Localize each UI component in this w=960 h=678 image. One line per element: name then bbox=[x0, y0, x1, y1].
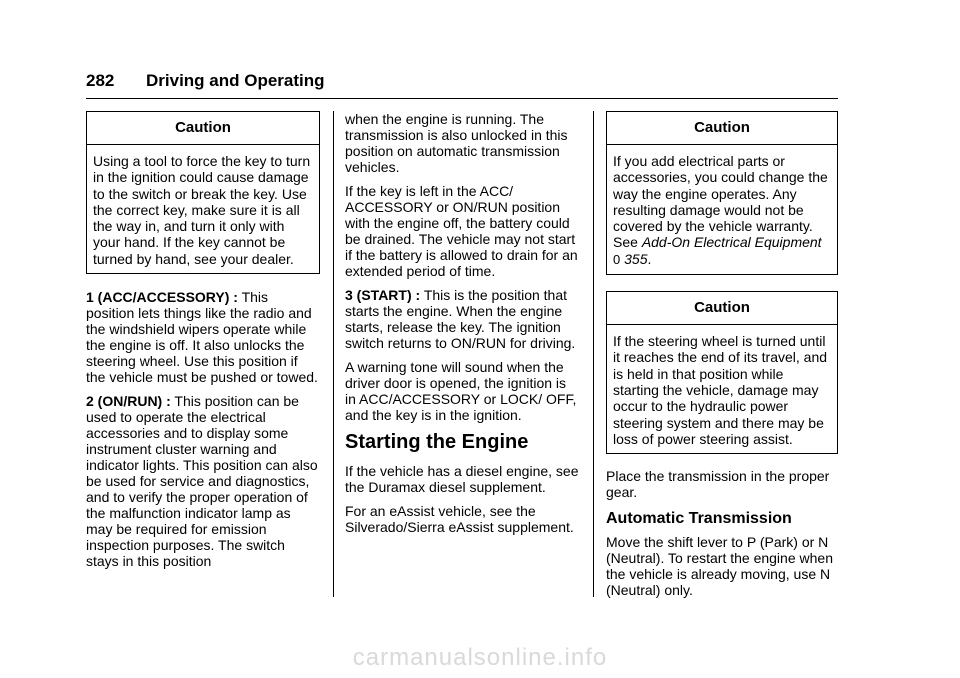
paragraph-acc bbox=[86, 289, 320, 385]
column-divider-1 bbox=[333, 111, 334, 597]
caution-end: . bbox=[647, 250, 652, 267]
section-title: Driving and Operating bbox=[146, 71, 325, 90]
text-on-run: This position can be used to operate the electrical accessories and to display some instrument cluster warning and indicator lights. This position can also be used for service and diagnostics, and to verify the proper operation of the malfunction indicator lamp as may be required for emission inspection purposes. The switch stays in this position bbox=[86, 393, 318, 570]
paragraph-eassist: For an eAssist vehicle, see the Silverado/Sierra eAssist supplement. bbox=[345, 503, 574, 535]
paragraph-on-run bbox=[86, 393, 320, 569]
caution-box-electrical bbox=[606, 111, 838, 275]
text-acc: This position lets things like the radio and the windshield wipers operate while the engine is off. It also unlocks the steering wheel. Use this position if the vehicle must be pushed or towed. bbox=[86, 289, 318, 386]
caution-title: Caution bbox=[607, 112, 837, 145]
paragraph-battery: If the key is left in the ACC/ ACCESSORY or ON/RUN position with the engine off, the battery could be drained. The vehicle may not start if the battery is allowed to drain for an extended period of time. bbox=[345, 183, 578, 279]
term-start: 3 (START) : bbox=[345, 287, 421, 303]
term-on-run: 2 (ON/RUN) : bbox=[86, 393, 171, 410]
column-divider-2 bbox=[593, 111, 594, 597]
caution-box-steering bbox=[606, 291, 838, 454]
page-ref-icon: 0 bbox=[613, 251, 621, 267]
heading-automatic-transmission: Automatic Transmission bbox=[606, 510, 792, 528]
text-start: This is the position that starts the engine. When the engine starts, release the key. The ignition switch returns to ON/RUN for driving. bbox=[345, 287, 576, 351]
caution-box-key bbox=[86, 111, 320, 274]
paragraph-start bbox=[345, 287, 579, 351]
paragraph-gear: Place the transmission in the proper gear. bbox=[606, 468, 830, 501]
page-header bbox=[86, 71, 325, 91]
paragraph-warning-tone: A warning tone will sound when the driver door is opened, the ignition is in ACC/ACCESSORY or LOCK/ OFF, and the key is in the ignition. bbox=[345, 359, 577, 423]
xref-link[interactable]: Add-On Electrical Equipment bbox=[641, 234, 822, 251]
paragraph-shift-lever: Move the shift lever to P (Park) or N (Neutral). To restart the engine when the vehicle is already moving, use N (Neutral) only. bbox=[606, 534, 833, 599]
column-2 bbox=[345, 111, 579, 543]
caution-title: Caution bbox=[607, 292, 837, 325]
page-number: 282 bbox=[86, 71, 115, 90]
column-1 bbox=[86, 111, 320, 577]
caution-body bbox=[607, 145, 837, 274]
term-acc: 1 (ACC/ACCESSORY) : bbox=[86, 289, 238, 306]
paragraph-running: when the engine is running. The transmission is also unlocked in this position on automatic transmission vehicles. bbox=[345, 111, 568, 175]
caution-body: Using a tool to force the key to turn in the ignition could cause damage to the switch or break the key. Use the correct key, make sure it is all the way in, and turn it only with your hand. If the key cannot be turned by hand, see your dealer. bbox=[93, 153, 311, 267]
caution-title: Caution bbox=[87, 112, 319, 145]
heading-starting-engine: Starting the Engine bbox=[345, 431, 529, 453]
watermark: carmanualsonline.info bbox=[352, 644, 608, 671]
column-3 bbox=[606, 111, 838, 606]
header-rule bbox=[86, 98, 838, 99]
paragraph-diesel: If the vehicle has a diesel engine, see the Duramax diesel supplement. bbox=[345, 463, 579, 495]
xref-page[interactable]: 355 bbox=[624, 250, 648, 267]
caution-body: If the steering wheel is turned until it reaches the end of its travel, and is held in that position while starting the vehicle, damage may occur to the hydraulic power steering system and there may be loss of power steering assist. bbox=[613, 333, 828, 447]
caution-text: If you add electrical parts or accessories, you could change the way the engine operates. Any resulting damage would not be covered by the vehicle warranty. See bbox=[613, 153, 828, 251]
